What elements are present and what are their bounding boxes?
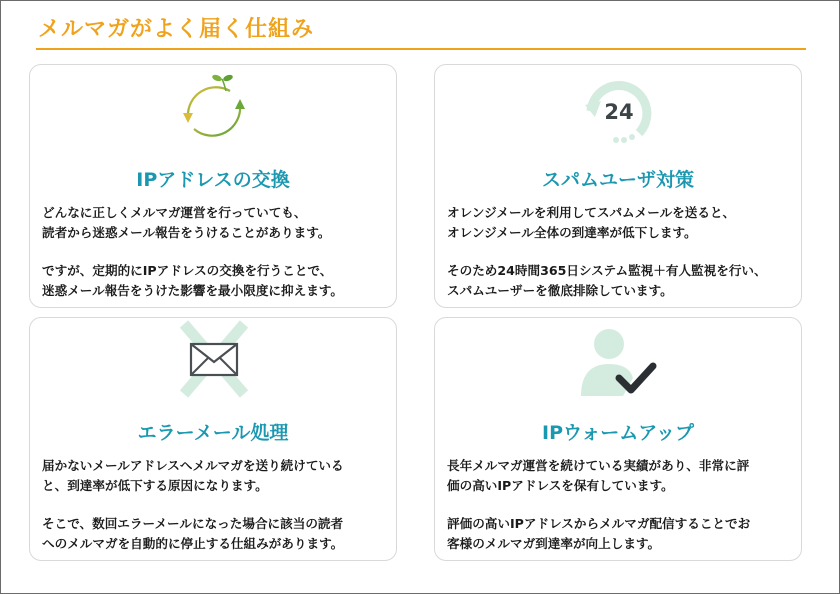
title-underline (36, 48, 806, 50)
svg-text:24: 24 (604, 100, 634, 124)
blocked-mail-icon (164, 320, 264, 400)
card-ip-warmup (434, 317, 802, 561)
page-title: メルマガがよく届く仕組み (38, 17, 315, 42)
card-title: IPウォームアップ (542, 422, 694, 444)
card-paragraph: 評価の高いIPアドレスからメルマガ配信することでお 客様のメルマガ到達率が向上します。 (447, 516, 751, 551)
card-paragraph: ですが、定期的にIPアドレスの交換を行うことで、 迷惑メール報告をうけた影響を最小限度に抑えます。 (42, 263, 343, 298)
card-paragraph: 長年メルマガ運営を続けている実績があり、非常に評 価の高いIPアドレスを保有しています。 (447, 458, 750, 493)
card-paragraph: そこで、数回エラーメールになった場合に該当の読者 へのメルマガを自動的に停止する仕組みがあります。 (42, 516, 344, 551)
card-ip-exchange (29, 64, 397, 308)
24-hour-monitoring-icon (569, 71, 669, 151)
card-paragraph: どんなに正しくメルマガ運営を行っていても、 読者から迷惑メール報告をうけることがあります。 (42, 205, 331, 240)
verified-user-icon (569, 322, 669, 402)
card-paragraph: そのため24時間365日システム監視＋有人監視を行い、 スパムユーザーを徹底排除しています。 (447, 263, 767, 298)
card-error-mail-handling (29, 317, 397, 561)
card-title: IPアドレスの交換 (136, 169, 290, 191)
card-spam-user-measures (434, 64, 802, 308)
card-title: エラーメール処理 (137, 422, 289, 444)
card-title: スパムユーザ対策 (541, 169, 694, 191)
sprout-cycle-icon (164, 69, 264, 149)
card-paragraph: オレンジメールを利用してスパムメールを送ると、 オレンジメール全体の到達率が低下します。 (447, 205, 736, 240)
card-paragraph: 届かないメールアドレスへメルマガを送り続けている と、到達率が低下する原因になります。 (42, 458, 344, 493)
